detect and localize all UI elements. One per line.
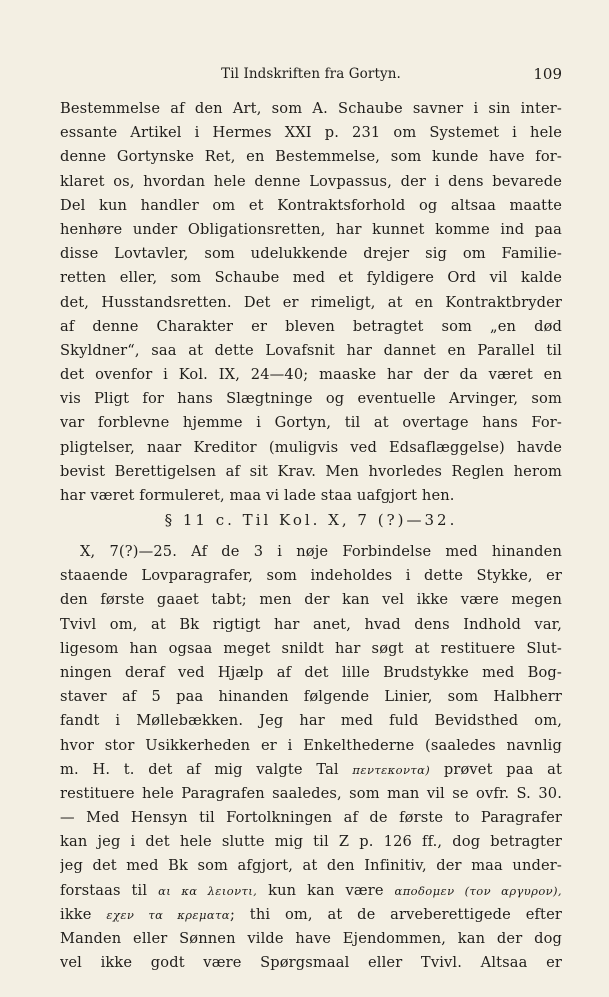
- text-line: disse Lovtavler, som udelukkende drejer sig om Familie-: [60, 245, 562, 263]
- text-line: retten eller, som Schaube med et fyldigere Ord vil kalde: [60, 269, 562, 287]
- running-title: Til Indskriften fra Gortyn.: [221, 66, 401, 82]
- text-line: fandt i Møllebækken. Jeg har med fuld Bevidsthed om,: [60, 712, 562, 730]
- greek-phrase: αι κα λειοντι,: [158, 883, 258, 898]
- text-line: den første gaaet tabt; men der kan vel ikke være megen: [60, 591, 562, 609]
- text-line: denne Gortynske Ret, en Bestemmelse, som kunde have for-: [60, 148, 562, 166]
- running-head: [60, 64, 562, 84]
- greek-phrase: αποδομεν (τον αργυρον),: [394, 883, 562, 898]
- text-line: var forblevne hjemme i Gortyn, til at overtage hans For-: [60, 414, 562, 432]
- text-line: ligesom han ogsaa meget snildt har søgt at restituere Slut-: [60, 639, 562, 657]
- text-line: Del kun handler om et Kontraktsforhold og altsaa maatte: [60, 196, 562, 214]
- text-line: jeg det med Bk som afgjort, at den Infinitiv, der maa under-: [60, 857, 562, 875]
- text-segment: prøvet paa at: [430, 760, 562, 778]
- text-line: henhøre under Obligationsretten, har kunnet komme ind paa: [60, 220, 562, 238]
- text-line: — Med Hensyn til Fortolkningen af de første to Paragrafer: [60, 809, 562, 827]
- text-line: har været formuleret, maa vi lade staa uafgjort hen.: [60, 487, 455, 504]
- text-line-with-greek: [60, 879, 562, 903]
- page-number: 109: [533, 65, 562, 83]
- greek-phrase: πεντεκοντα): [352, 762, 431, 777]
- text-line: kan jeg i det hele slutte mig til Z p. 126 ff., dog betragter: [60, 833, 562, 851]
- text-line: X, 7(?)—25. Af de 3 i nøje Forbindelse med hinanden: [80, 543, 562, 560]
- section-heading: § 11 c. Til Kol. X, 7 (?)—32.: [164, 511, 458, 529]
- text-line: Tvivl om, at Bk rigtigt har anet, hvad dens Indhold var,: [60, 615, 562, 633]
- text-line: det ovenfor i Kol. IX, 24—40; maaske har der da været en: [60, 366, 562, 384]
- text-line: staaende Lovparagrafer, som indeholdes i dette Stykke, er: [60, 567, 562, 585]
- text-segment: forstaas til: [60, 881, 159, 899]
- text-line: ningen deraf ved Hjælp af det lille Brudstykke med Bog-: [60, 663, 562, 681]
- text-line: det, Husstandsretten. Det er rimeligt, at en Kontraktbryder: [60, 293, 562, 311]
- text-line: klaret os, hvordan hele denne Lovpassus, der i dens bevarede: [60, 172, 562, 190]
- text-line: af denne Charakter er bleven betragtet som „en død: [60, 317, 562, 335]
- text-line: pligtelser, naar Kreditor (muligvis ved Edsaflæggelse) havde: [60, 438, 562, 456]
- text-segment: ikke: [60, 905, 107, 923]
- text-line-with-greek: [60, 903, 562, 927]
- paragraph-1: [60, 97, 562, 508]
- text-line: hvor stor Usikkerheden er i Enkelthederne (saaledes navnlig: [60, 736, 562, 754]
- text-line: bevist Berettigelsen af sit Krav. Men hvorledes Reglen herom: [60, 462, 562, 480]
- text-line: Manden eller Sønnen vilde have Ejendommen, kan der dog: [60, 930, 562, 947]
- paragraph-2: [60, 540, 562, 975]
- text-line-with-greek: [60, 758, 562, 782]
- text-line: staver af 5 paa hinanden følgende Linier, som Halbherr: [60, 688, 562, 706]
- text-line: vel ikke godt være Spørgsmaal eller Tvivl. Altsaa er: [60, 954, 562, 972]
- text-line: essante Artikel i Hermes XXI p. 231 om Systemet i hele: [60, 124, 562, 142]
- text-line: restituere hele Paragrafen saaledes, som man vil se ovfr. S. 30.: [60, 784, 562, 802]
- text-line: Bestemmelse af den Art, som A. Schaube savner i sin inter-: [60, 100, 562, 117]
- text-segment: m. H. t. det af mig valgte Tal: [60, 760, 353, 778]
- text-line: vis Pligt for hans Slægtninge og eventuelle Arvinger, som: [60, 390, 562, 408]
- greek-phrase: εχεν τα κρεματα: [106, 907, 230, 922]
- text-segment: ; thi om, at de arveberettigede efter: [229, 905, 562, 923]
- text-line: Skyldner“, saa at dette Lovafsnit har dannet en Parallel til: [60, 341, 562, 359]
- text-segment: kun kan være: [257, 881, 395, 899]
